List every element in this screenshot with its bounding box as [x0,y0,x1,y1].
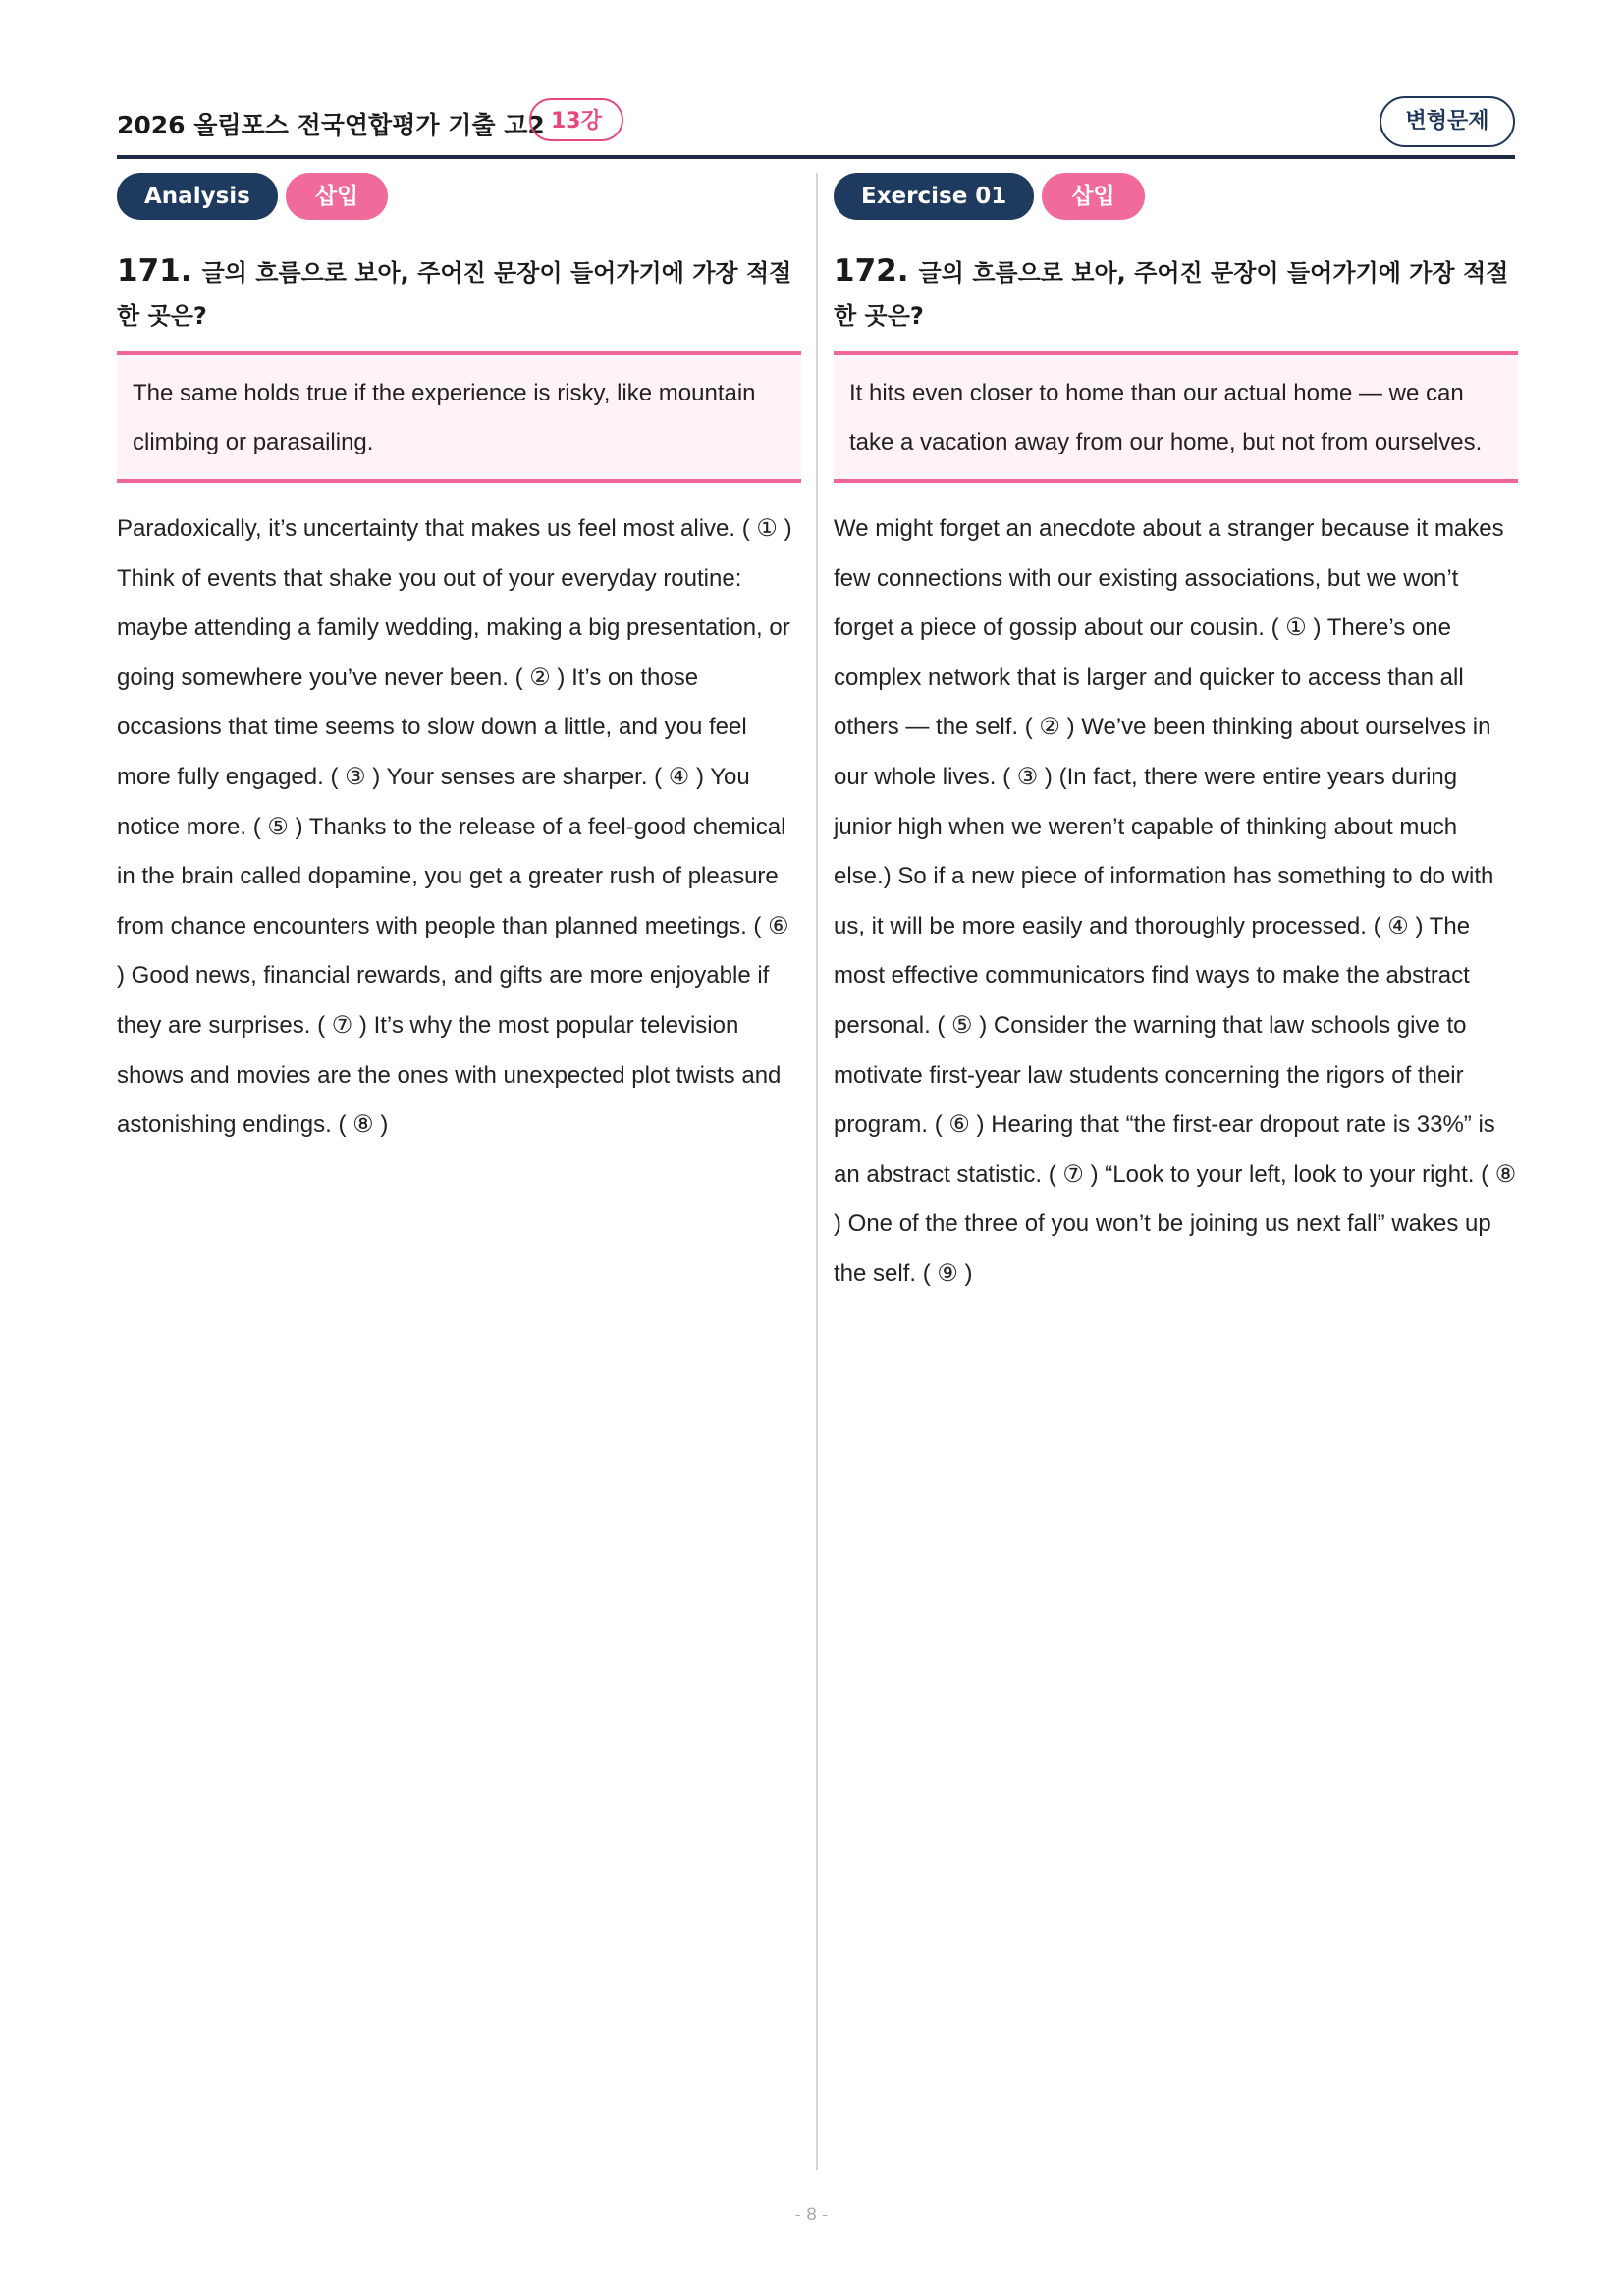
question-171 [117,249,801,338]
lesson-badge: 13강 [529,98,623,141]
variant-badge: 변형문제 [1380,96,1515,147]
given-sentence-box [117,351,801,483]
given-sentence: The same holds true if the experience is risky, like mountain climbing or parasailing. [133,380,756,455]
exercise-tag: Exercise 01 [834,173,1034,220]
right-column [834,173,1518,1300]
header-rule [117,155,1515,159]
given-sentence-box [834,351,1518,483]
left-column [117,173,801,1150]
question-text: 글의 흐름으로 보아, 주어진 문장이 들어가기에 가장 적절한 곳은? [834,259,1509,330]
column-divider [816,173,818,2170]
passage-171: Paradoxically, it’s uncertainty that makes us feel most alive. ( ① ) Think of events that shake you out of your everyday routine: maybe attending a family wedding, making a big presentation, or going somewhere you’ve never been. ( ② ) It’s on those occasions that time seems to slow down a little, and you feel more fully engaged. ( ③ ) Your senses are sharper. ( ④ ) You notice more. ( ⑤ ) Thanks to the release of a feel-good chemical in the brain called dopamine, you get a greater rush of pleasure from chance encounters with people than planned meetings. ( ⑥ ) Good news, financial rewards, and gifts are more enjoyable if they are surprises. ( ⑦ ) It’s why the most popular television shows and movies are the ones with unexpected plot twists and astonishing endings. ( ⑧ ) [117,515,792,1139]
passage-172: We might forget an anecdote about a stranger because it makes few connections with our existing associations, but we won’t forget a piece of gossip about our cousin. ( ① ) There’s one complex network that is larger and quicker to access than all others — the self. ( ② ) We’ve been thinking about ourselves in our whole lives. ( ③ ) (In fact, there were entire years during junior high when we weren’t capable of thinking about much else.) So if a new piece of information has something to do with us, it will be more easily and thoroughly processed. ( ④ ) The most effective communicators find ways to make the abstract personal. ( ⑤ ) Consider the warning that law schools give to motivate first-year law students concerning the rigors of their program. ( ⑥ ) Hearing that “the first-ear dropout rate is 33%” is an abstract statistic. ( ⑦ ) “Look to your left, look to your right. ( ⑧ ) One of the three of you won’t be joining us next fall” wakes up the self. ( ⑨ ) [834,515,1517,1287]
question-number: 172. [834,253,909,289]
question-text: 글의 흐름으로 보아, 주어진 문장이 들어가기에 가장 적절한 곳은? [117,259,792,330]
analysis-tag: Analysis [117,173,278,220]
insertion-tag: 삽입 [286,173,388,220]
page-number: - 8 - [794,2205,829,2225]
given-sentence: It hits even closer to home than our actual home — we can take a vacation away from our home, but not from ourselves. [849,380,1483,455]
page-header [117,96,1515,155]
right-tags [834,173,1518,222]
question-number: 171. [117,253,192,289]
header-title: 2026 올림포스 전국연합평가 기출 고2 [117,111,545,139]
insertion-tag: 삽입 [1042,173,1144,220]
question-172 [834,249,1518,338]
left-tags [117,173,801,222]
